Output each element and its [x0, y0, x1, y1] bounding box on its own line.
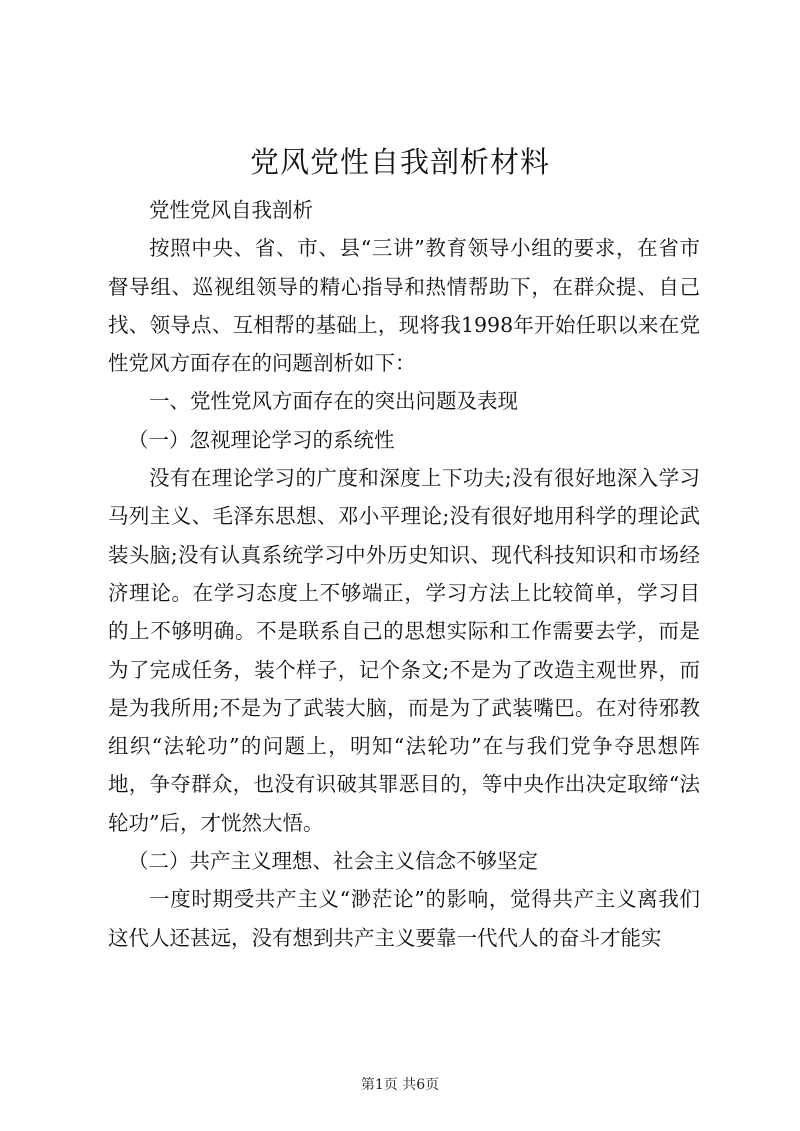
section-heading-paragraph: 党性党风自我剖析 — [149, 198, 313, 222]
subsection-two-heading: （二）共产主义理想、社会主义信念不够坚定 — [128, 849, 538, 874]
subsection-one-body: 没有在理论学习的广度和深度上下功夫;没有很好地深入学习马列主义、毛泽东思想、邓小平理论;没有很好地用科学的理论武装头脑;没有认真系统学习中外历史知识、现代科技知识和市场经济理论。在学习态度上不够端正，学习方法上比较简单，学习目的上不够明确。不是联系自己的思想实际和工作需要去学，而是为了完成任务，装个样子，记个条文;不是为了改造主观世界，而是为我所用;不是为了武装大脑，而是为了武装嘴巴。在对待邪教组织“法轮功”的问题上，明知“法轮功”在与我们党争夺思想阵地，争夺群众，也没有识破其罪恶目的，等中央作出决定取缔“法轮功”后，才恍然大悟。 — [108, 466, 700, 835]
page-footer — [0, 1075, 800, 1095]
subsection-two-body: 一度时期受共产主义“渺茫论”的影响，觉得共产主义离我们这代人还甚远，没有想到共产主义要靠一代代人的奋斗才能实 — [108, 887, 700, 950]
subsection-one-heading: （一）忽视理论学习的系统性 — [128, 427, 395, 452]
section-one-heading: 一、党性党风方面存在的突出问题及表现 — [149, 389, 518, 414]
document-body — [108, 191, 700, 957]
page-indicator: 第1页 共6页 — [360, 1077, 440, 1093]
document-title: 党风党性自我剖析材料 — [249, 145, 550, 179]
intro-paragraph: 按照中央、省、市、县“三讲”教育领导小组的要求，在省市督导组、巡视组领导的精心指导和热情帮助下，在群众提、自己找、领导点、互相帮的基础上，现将我1998年开始任职以来在党性党风方面存在的问题剖析如下： — [108, 236, 700, 376]
